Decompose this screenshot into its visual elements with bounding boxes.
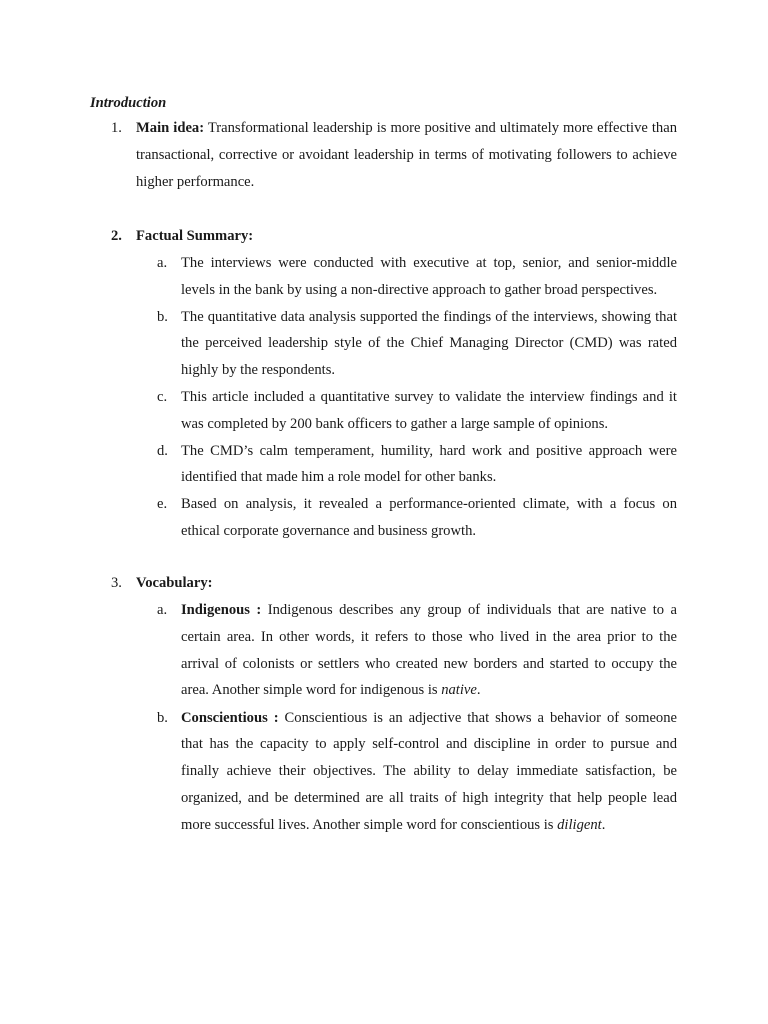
list-item-text: The interviews were conducted with executive at top, senior, and senior-middle levels in the bank by using a non-directive approach to gather broad perspectives. <box>181 255 677 298</box>
list-item-letter: a. <box>157 255 168 271</box>
synonym-word: native <box>441 682 477 699</box>
synonym-word: diligent <box>557 816 602 833</box>
list-item-text: The quantitative data analysis supported the findings of the interviews, showing that the perceived leadership style of the Chief Managing Director (CMD) was rated highly by the respondents. <box>181 308 677 379</box>
factual-summary-label: Factual Summary: <box>136 228 254 244</box>
list-item-letter: c. <box>157 389 168 405</box>
main-idea-text: Transformational leadership is more positive and ultimately more effective than transactional, corrective or avoidant leadership in terms of motivating followers to achieve higher performance. <box>136 120 678 190</box>
list-item-letter: e. <box>157 496 168 512</box>
list-item-letter: b. <box>157 308 168 325</box>
list-item-text: This article included a quantitative survey to validate the interview findings and it was completed by 200 bank officers to gather a large sample of opinions. <box>181 389 677 432</box>
list-item-letter: a. <box>157 602 168 618</box>
vocabulary-definition <box>181 705 677 839</box>
definition-text: Conscientious is an adjective that shows a behavior of someone that has the capacity to apply self-control and discipline in order to pursue and finally achieve their objectives. The ability to delay immediate satisfaction, be organized, and be determined are all traits of high integrity that help people lead more successful lives. Another simple word for conscientious is <box>181 709 677 833</box>
vocabulary-term: Conscientious : <box>181 709 279 726</box>
definition-end: . <box>601 816 606 833</box>
main-idea-label: Main idea: <box>136 120 205 136</box>
section-number: 1. <box>111 120 122 136</box>
list-item-letter: d. <box>157 442 168 459</box>
section-number: 3. <box>111 575 122 591</box>
vocabulary-definition <box>181 597 677 704</box>
vocabulary-label: Vocabulary: <box>136 575 213 591</box>
vocabulary-heading <box>136 570 677 597</box>
main-idea-paragraph <box>136 115 677 196</box>
section-number: 2. <box>111 228 122 244</box>
definition-end: . <box>476 682 481 699</box>
factual-summary-heading <box>136 223 677 250</box>
list-item-text: The CMD’s calm temperament, humility, hard work and positive approach were identified that made him a role model for other banks. <box>181 442 677 486</box>
vocabulary-term: Indigenous : <box>181 602 262 618</box>
list-item-text: Based on analysis, it revealed a performance-oriented climate, with a focus on ethical corporate governance and business growth. <box>181 496 677 539</box>
definition-text: Indigenous describes any group of individuals that are native to a certain area. In other words, it refers to those who lived in the area prior to the arrival of colonists or settlers who created new borders and started to occupy the area. Another simple word for indigenous is <box>181 602 677 699</box>
list-item-letter: b. <box>157 709 168 726</box>
introduction-heading: Introduction <box>90 95 167 111</box>
